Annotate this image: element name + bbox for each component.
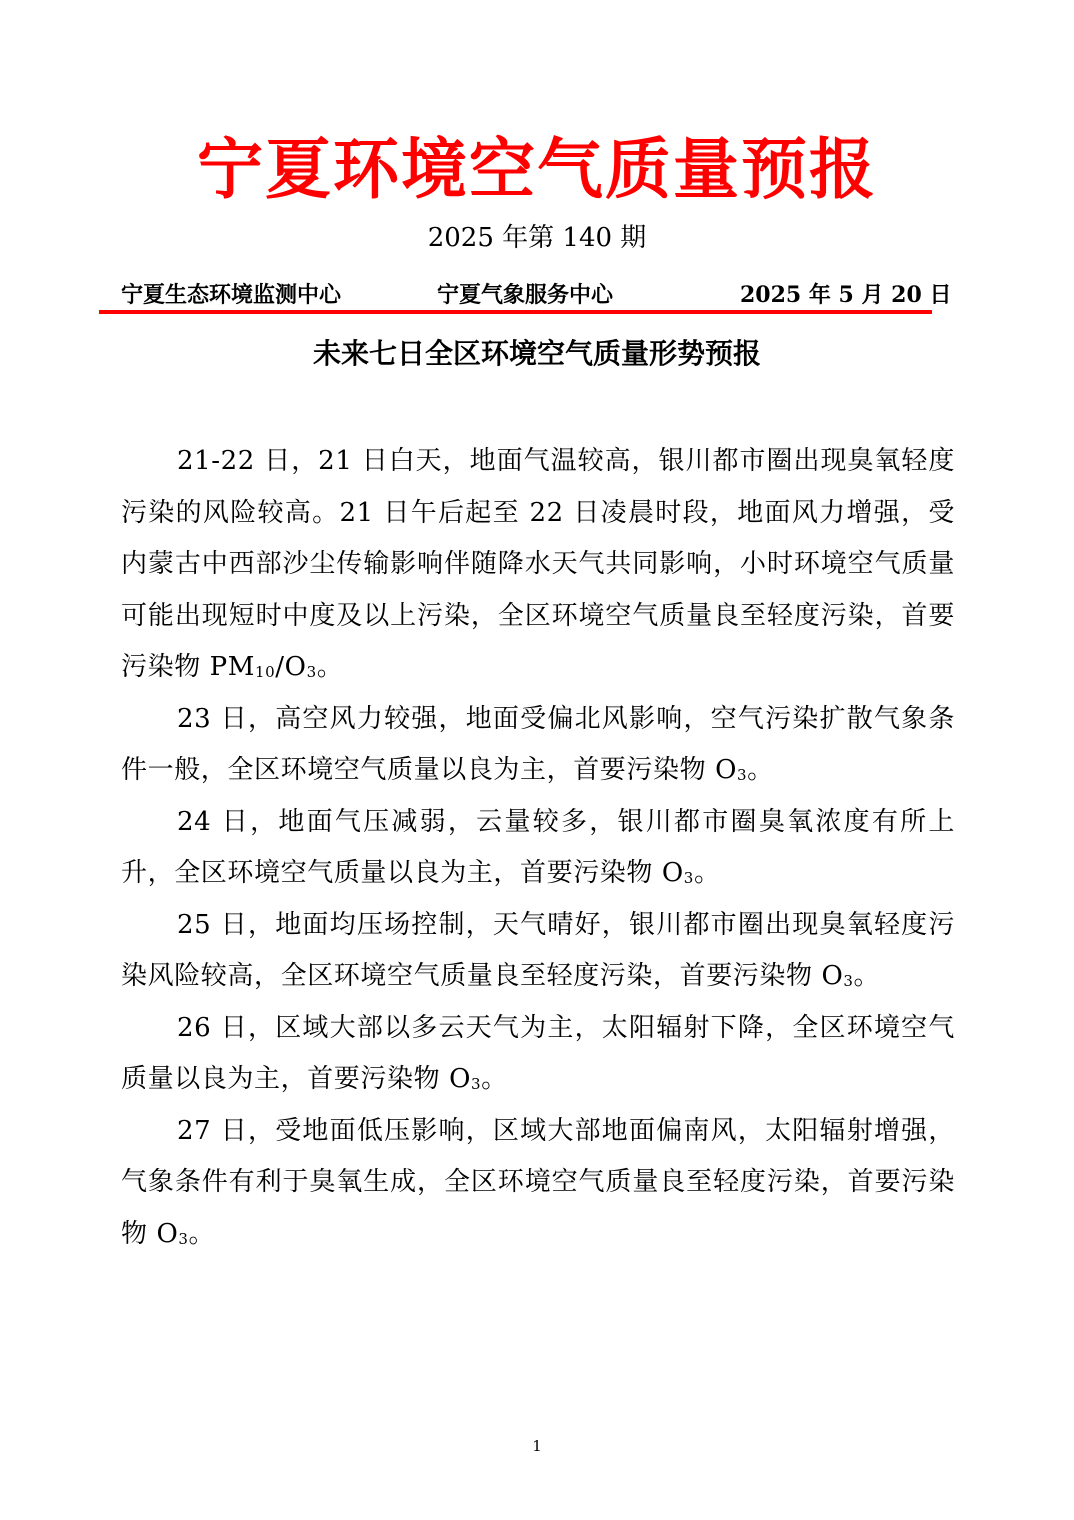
forecast-paragraph-23: 23 日，高空风力较强，地面受偏北风影响，空气污染扩散气象条件一般，全区环境空气质量以良为主，首要污染物 $O_3$。 <box>121 703 955 785</box>
forecast-paragraph-24: 24 日，地面气压减弱，云量较多，银川都市圈臭氧浓度有所上升，全区环境空气质量以良为主，首要污染物 $O_3$。 <box>121 806 955 888</box>
forecast-body <box>121 436 955 1260</box>
issue-number: 2025 年第 140 期 <box>427 223 647 253</box>
masthead-title: 宁夏环境空气质量预报 <box>197 130 877 208</box>
agency-meteorology-center: 宁夏气象服务中心 <box>437 282 614 308</box>
agency-environment-center: 宁夏生态环境监测中心 <box>121 282 342 308</box>
publish-date: 2025 年 5 月 20 日 <box>740 282 952 308</box>
forecast-paragraph-27: 27 日，受地面低压影响，区域大部地面偏南风，太阳辐射增强，气象条件有利于臭氧生成，全区环境空气质量良至轻度污染，首要污染物 $O_3$。 <box>121 1115 955 1249</box>
report-heading: 未来七日全区环境空气质量形势预报 <box>312 337 761 370</box>
forecast-paragraph-21-22: 21-22 日，21 日白天，地面气温较高，银川都市圈出现臭氧轻度污染的风险较高。21 日午后起至 22 日凌晨时段，地面风力增强，受内蒙古中西部沙尘传输影响伴随降水天气共同影响，小时环境空气质量可能出现短时中度及以上污染，全区环境空气质量良至轻度污染，首要污染物 $PM_{10}/O_3$。 <box>121 446 955 682</box>
forecast-paragraph-26: 26 日，区域大部以多云天气为主，太阳辐射下降，全区环境空气质量以良为主，首要污染物 $O_3$。 <box>121 1012 955 1094</box>
page-number: 1 <box>532 1437 542 1455</box>
forecast-paragraph-25: 25 日，地面均压场控制，天气晴好，银川都市圈出现臭氧轻度污染风险较高，全区环境空气质量良至轻度污染，首要污染物 $O_3$。 <box>121 909 955 991</box>
header-divider <box>99 310 932 314</box>
